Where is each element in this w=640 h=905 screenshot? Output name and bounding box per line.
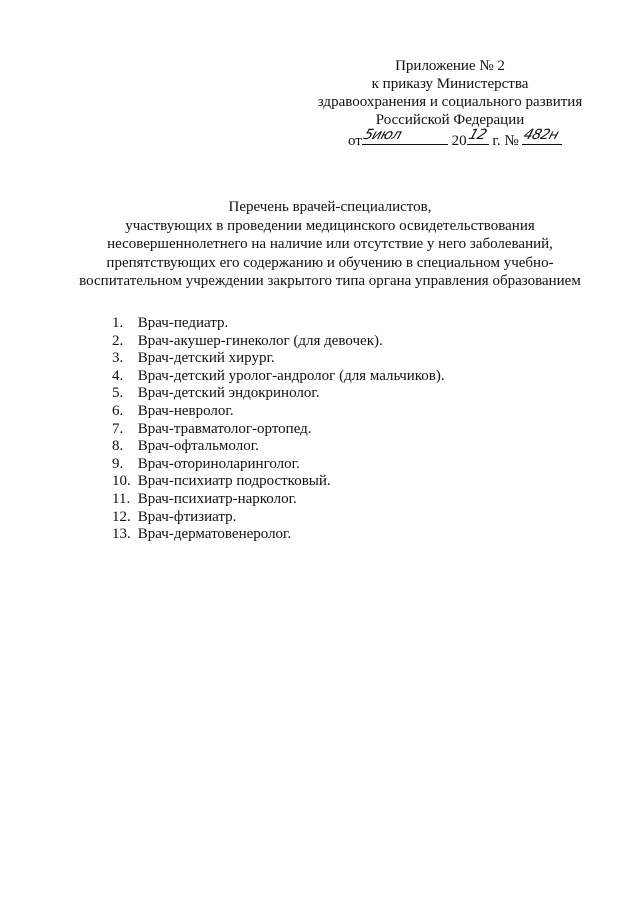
item-text: Врач-педиатр.	[137, 315, 229, 331]
list-item	[112, 473, 572, 491]
item-number: 2.	[112, 332, 124, 349]
item-text: Врач-психиатр подростковый.	[137, 473, 331, 490]
item-number: 8.	[112, 438, 124, 455]
item-text: Врач-детский эндокринолог.	[137, 385, 320, 402]
list-item	[112, 491, 572, 509]
item-number: 3.	[112, 350, 124, 367]
list-item	[112, 385, 572, 403]
item-text: Врач-дерматовенеролог.	[137, 526, 292, 543]
order-number-blank	[522, 129, 562, 145]
date-prefix: от	[348, 133, 362, 149]
title-line-1: Перечень врачей-специалистов,	[228, 199, 432, 215]
item-text: Врач-офтальмолог.	[137, 438, 259, 455]
title-line-4: препятствующих его содержанию и обучению в специальном учебно-	[106, 254, 554, 271]
doctors-list	[112, 315, 572, 544]
item-number: 1.	[112, 315, 124, 331]
item-number: 12.	[112, 508, 131, 525]
list-item	[112, 403, 572, 421]
appendix-ministry: здравоохранения и социального развития	[317, 94, 583, 110]
list-item	[112, 368, 572, 386]
list-item	[112, 456, 572, 474]
appendix-note	[300, 57, 600, 150]
number-prefix: г. №	[492, 133, 519, 149]
item-text: Врач-невролог.	[137, 402, 234, 419]
title-line-5: воспитательном учреждении закрытого типа органа управления образованием	[79, 273, 581, 289]
item-number: 11.	[112, 490, 131, 507]
item-text: Врач-психиатр-нарколог.	[137, 490, 297, 507]
item-number: 9.	[112, 455, 124, 472]
list-item	[112, 315, 572, 333]
item-number: 4.	[112, 367, 124, 384]
document-title	[60, 198, 600, 291]
item-number: 13.	[112, 526, 131, 543]
item-text: Врач-оториноларинголог.	[137, 455, 300, 472]
title-line-3: несовершеннолетнего на наличие или отсутствие у него заболеваний,	[107, 236, 553, 252]
handwritten-order-number: 482н	[521, 127, 561, 143]
item-number: 5.	[112, 385, 124, 402]
item-text: Врач-фтизиатр.	[137, 508, 237, 525]
handwritten-day: 5июл	[361, 127, 404, 143]
item-text: Врач-детский уролог-андролог (для мальчиков).	[137, 367, 445, 384]
list-item	[112, 526, 572, 544]
item-number: 10.	[112, 473, 131, 490]
year-prefix: 20	[451, 133, 467, 149]
list-item	[112, 333, 572, 351]
item-text: Врач-детский хирург.	[137, 350, 275, 367]
appendix-order-ref: к приказу Министерства	[371, 76, 529, 92]
list-item	[112, 509, 572, 527]
appendix-federation: Российской Федерации	[375, 112, 525, 128]
item-text: Врач-акушер-гинеколог (для девочек).	[137, 332, 383, 349]
item-number: 6.	[112, 402, 124, 419]
date-day-blank	[362, 129, 448, 145]
year-blank	[467, 129, 489, 145]
appendix-number: Приложение № 2	[395, 58, 505, 74]
handwritten-year: 12	[466, 127, 489, 143]
list-item	[112, 438, 572, 456]
list-item	[112, 350, 572, 368]
title-line-2: участвующих в проведении медицинского освидетельствования	[125, 217, 535, 234]
order-date-line	[300, 129, 600, 150]
item-number: 7.	[112, 420, 124, 437]
list-item	[112, 421, 572, 439]
item-text: Врач-травматолог-ортопед.	[137, 420, 312, 437]
